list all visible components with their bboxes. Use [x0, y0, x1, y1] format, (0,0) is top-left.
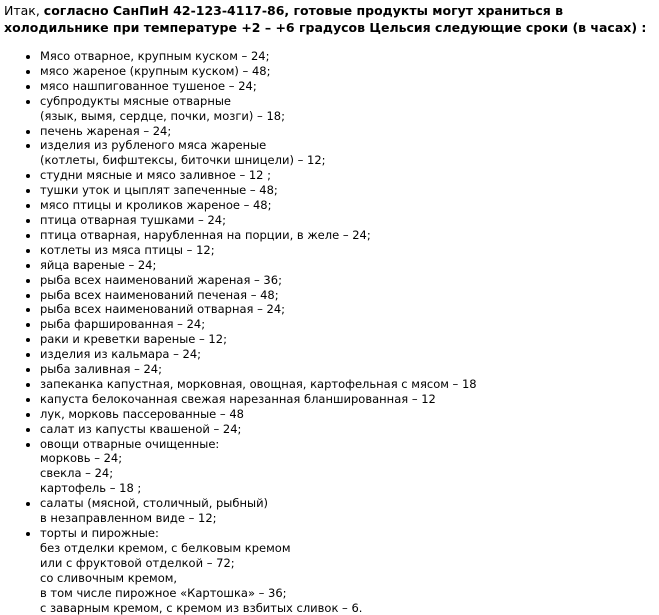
- list-item-line: птица отварная, нарубленная на порции, в желе – 24;: [40, 227, 371, 242]
- bullet-icon: [26, 219, 30, 223]
- list-item: [26, 288, 651, 303]
- list-item: [26, 317, 651, 332]
- bullet-icon: [26, 353, 30, 357]
- list-item-line: торты и пирожные:: [40, 526, 159, 540]
- list-item-line: (котлеты, бифштексы, биточки шницели) – 12;: [40, 153, 326, 168]
- list-item: [26, 407, 651, 422]
- list-item: [26, 377, 651, 392]
- bullet-icon: [26, 85, 30, 89]
- list-item-line: рыба фаршированная – 24;: [40, 317, 206, 332]
- list-item-line: рыба всех наименований жареная – 36;: [40, 272, 282, 287]
- list-item: [26, 94, 651, 124]
- list-item: [26, 362, 651, 377]
- list-item: [26, 183, 651, 198]
- list-item: [26, 49, 651, 64]
- list-item-line: мясо жареное (крупным куском) – 48;: [40, 63, 271, 78]
- bullet-icon: [26, 204, 30, 208]
- bullet-icon: [26, 100, 30, 104]
- list-item-line: птица отварная тушками – 24;: [40, 212, 226, 227]
- list-item: [26, 228, 651, 243]
- list-item-line: мясо нашпигованное тушеное – 24;: [40, 78, 257, 93]
- intro-paragraph: [4, 2, 651, 36]
- bullet-icon: [26, 338, 30, 342]
- bullet-icon: [26, 323, 30, 327]
- bullet-icon: [26, 130, 30, 134]
- list-item-line: салат из капусты квашеной – 24;: [40, 421, 242, 436]
- bullet-icon: [26, 234, 30, 238]
- list-item-line: в том числе пирожное «Картошка» – 36;: [40, 585, 287, 600]
- list-item-line: мясо птицы и кроликов жареное – 48;: [40, 198, 272, 213]
- list-item: [26, 198, 651, 213]
- bullet-icon: [26, 174, 30, 178]
- list-item: [26, 168, 651, 183]
- list-item-line: изделия из рубленого мяса жареные: [40, 138, 267, 153]
- bullet-icon: [26, 532, 30, 536]
- list-item-line: морковь – 24;: [40, 451, 123, 466]
- list-item: [26, 213, 651, 228]
- bullet-icon: [26, 368, 30, 372]
- list-item-line: с заварным кремом, с кремом из взбитых сливок – 6.: [40, 600, 363, 615]
- bullet-icon: [26, 413, 30, 417]
- intro-lead: Итак,: [4, 3, 44, 18]
- list-item-line: овощи отварные очищенные:: [40, 436, 220, 451]
- bullet-icon: [26, 383, 30, 387]
- list-item-line: свекла – 24;: [40, 466, 114, 481]
- list-item: [26, 332, 651, 347]
- bullet-icon: [26, 55, 30, 59]
- list-item-line: салаты (мясной, столичный, рыбный): [40, 496, 269, 511]
- bullet-icon: [26, 144, 30, 148]
- list-item-line: котлеты из мяса птицы – 12;: [40, 242, 215, 257]
- list-item: [26, 422, 651, 437]
- bullet-icon: [26, 294, 30, 298]
- list-item: [26, 496, 651, 526]
- list-item: [26, 243, 651, 258]
- list-item: [26, 273, 651, 288]
- storage-times-list: [4, 49, 651, 615]
- list-item-line: со сливочным кремом,: [40, 570, 178, 585]
- list-item-line: рыба заливная – 24;: [40, 362, 162, 377]
- list-item-line: без отделки кремом, с белковым кремом: [40, 540, 291, 555]
- list-item: [26, 392, 651, 407]
- list-item: [26, 302, 651, 317]
- list-item: [26, 79, 651, 94]
- bullet-icon: [26, 249, 30, 253]
- list-item: [26, 526, 651, 615]
- list-item-line: запеканка капустная, морковная, овощная, картофельная с мясом – 18: [40, 376, 477, 391]
- list-item-line: рыба всех наименований отварная – 24;: [40, 302, 286, 317]
- list-item-line: студни мясные и мясо заливное – 12 ;: [40, 168, 272, 183]
- list-item: [26, 437, 651, 497]
- list-item-line: или с фруктовой отделкой – 72;: [40, 555, 235, 570]
- bullet-icon: [26, 264, 30, 268]
- bullet-icon: [26, 308, 30, 312]
- list-item-line: субпродукты мясные отварные: [40, 93, 231, 108]
- list-item: [26, 258, 651, 273]
- list-item-line: яйца вареные – 24;: [40, 257, 157, 272]
- list-item-line: в незаправленном виде – 12;: [40, 511, 217, 526]
- list-item: [26, 64, 651, 79]
- list-item-line: (язык, вымя, сердце, почки, мозги) – 18;: [40, 108, 285, 123]
- bullet-icon: [26, 279, 30, 283]
- bullet-icon: [26, 443, 30, 447]
- bullet-icon: [26, 428, 30, 432]
- list-item: [26, 347, 651, 362]
- list-item-line: капуста белокочанная свежая нарезанная бланшированная – 12: [40, 391, 436, 406]
- list-item: [26, 138, 651, 168]
- bullet-icon: [26, 70, 30, 74]
- bullet-icon: [26, 502, 30, 506]
- list-item-line: печень жареная – 24;: [40, 123, 172, 138]
- list-item-line: изделия из кальмара – 24;: [40, 347, 202, 362]
- list-item-line: раки и креветки вареные – 12;: [40, 332, 227, 347]
- intro-bold-text: согласно СанПиН 42-123-4117-86, готовые продукты могут храниться в холодильнике при температуре +2 – +6 градусов Цельсия следующие сроки (в часах) :: [4, 3, 647, 35]
- list-item-line: тушки уток и цыплят запеченные – 48;: [40, 183, 278, 198]
- bullet-icon: [26, 189, 30, 193]
- list-item: [26, 124, 651, 139]
- list-item-line: Мясо отварное, крупным куском – 24;: [40, 49, 270, 63]
- bullet-icon: [26, 398, 30, 402]
- list-item-line: рыба всех наименований печеная – 48;: [40, 287, 279, 302]
- list-item-line: картофель – 18 ;: [40, 481, 142, 496]
- list-item-line: лук, морковь пассерованные – 48: [40, 406, 244, 421]
